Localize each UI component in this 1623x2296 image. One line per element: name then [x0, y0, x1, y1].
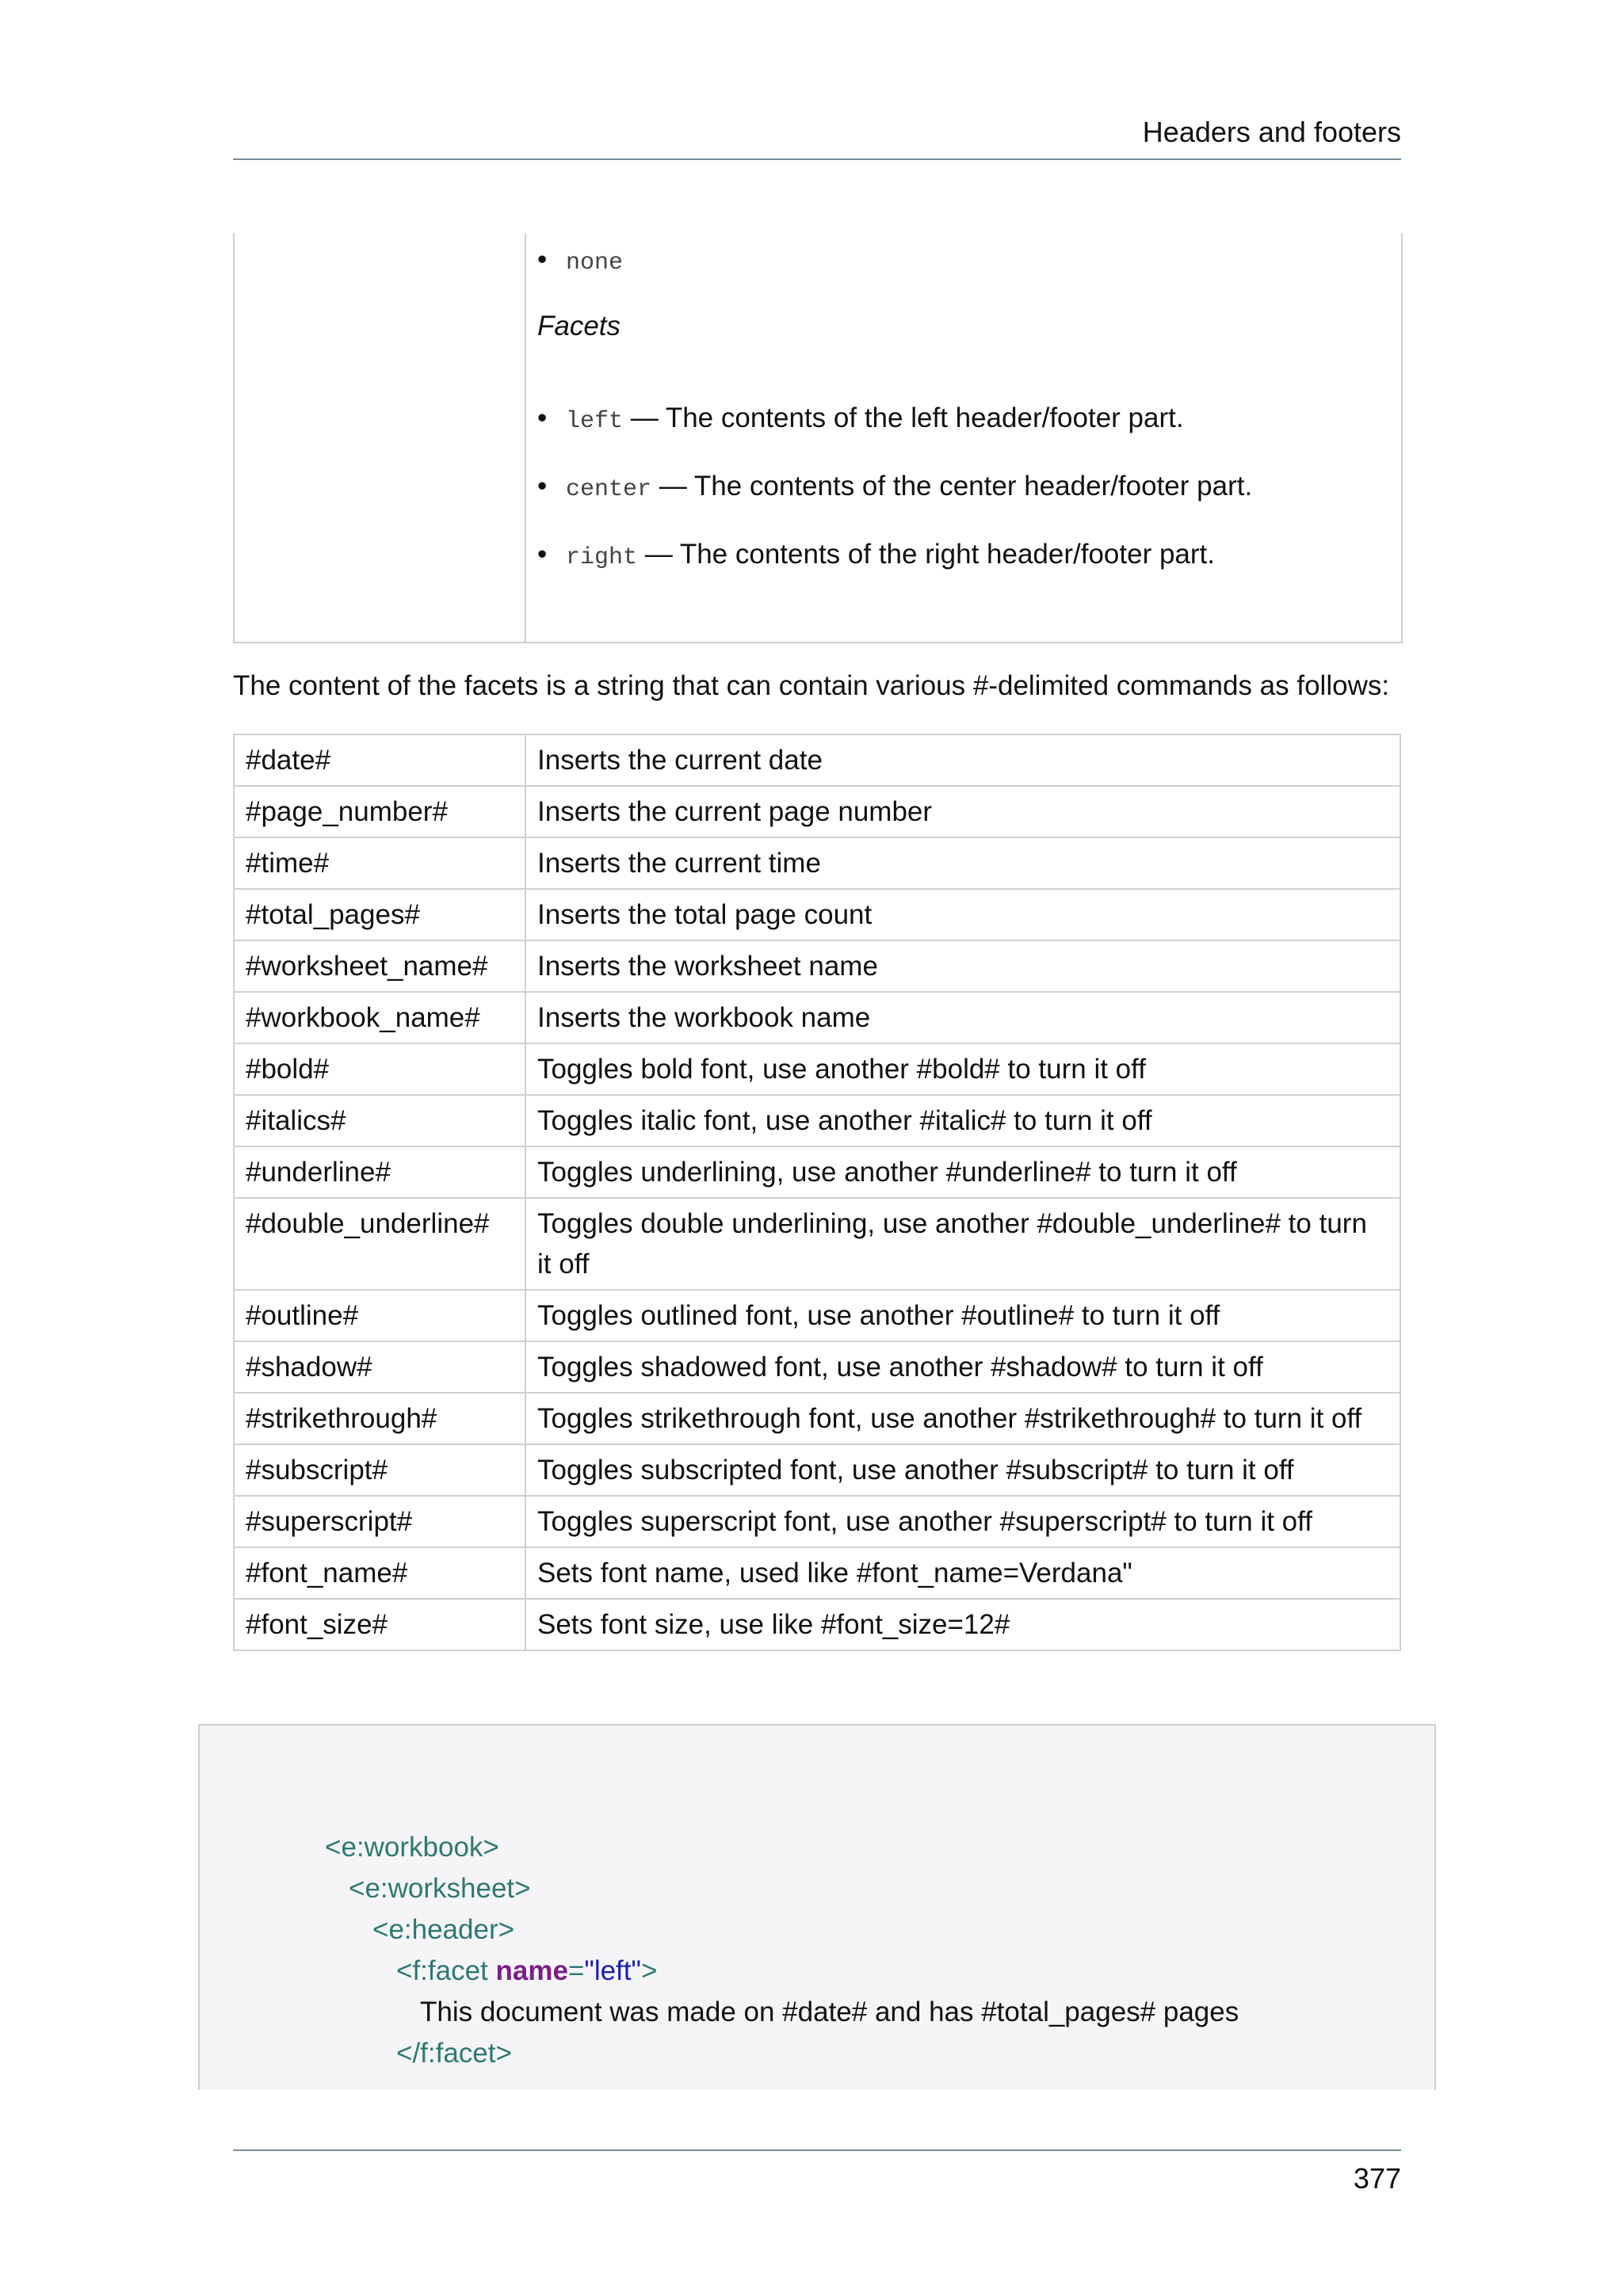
table-row: [234, 1547, 1400, 1599]
bullet-icon: •: [537, 471, 548, 502]
command-cell: #underline#: [234, 1146, 525, 1198]
command-cell: #workbook_name#: [234, 992, 525, 1043]
code-worksheet-open: <e:worksheet>: [349, 1873, 531, 1904]
description-cell: Inserts the worksheet name: [525, 940, 1400, 992]
command-cell: #subscript#: [234, 1444, 525, 1496]
description-cell: Inserts the current page number: [525, 786, 1400, 837]
table-row: [234, 889, 1400, 940]
command-cell: #font_name#: [234, 1547, 525, 1599]
intro-paragraph: The content of the facets is a string that can contain various #-delimited commands as follows:: [233, 670, 1390, 701]
command-cell: #bold#: [234, 1043, 525, 1095]
table-row: [234, 1290, 1400, 1341]
description-cell: Inserts the workbook name: [525, 992, 1400, 1043]
table-row: [234, 1496, 1400, 1547]
command-cell: #total_pages#: [234, 889, 525, 940]
code-workbook-open: <e:workbook>: [325, 1832, 499, 1863]
code-example: [198, 1724, 1436, 2090]
command-cell: #strikethrough#: [234, 1393, 525, 1444]
command-cell: #shadow#: [234, 1341, 525, 1393]
description-cell: Toggles superscript font, use another #superscript# to turn it off: [525, 1496, 1400, 1547]
header-title: Headers and footers: [1142, 116, 1401, 148]
table-row: [234, 837, 1400, 889]
description-cell: Inserts the current time: [525, 837, 1400, 889]
column-divider: [525, 233, 526, 642]
command-cell: #outline#: [234, 1290, 525, 1341]
command-cell: #page_number#: [234, 786, 525, 837]
table-row: [234, 1599, 1400, 1650]
table-row: [234, 734, 1400, 786]
bullet-icon: •: [537, 244, 548, 275]
command-cell: #date#: [234, 734, 525, 786]
facet-desc: — The contents of the center header/footer part.: [659, 471, 1253, 502]
code-facet-close: </f:facet>: [396, 2038, 512, 2069]
facet-desc: — The contents of the right header/footer part.: [644, 539, 1215, 570]
table-row: [234, 1444, 1400, 1496]
facet-name: left: [566, 408, 624, 435]
command-cell: #superscript#: [234, 1496, 525, 1547]
bullet-icon: •: [537, 539, 548, 570]
table-row: [234, 940, 1400, 992]
description-cell: Sets font size, use like #font_size=12#: [525, 1599, 1400, 1650]
description-cell: Inserts the current date: [525, 734, 1400, 786]
command-cell: #time#: [234, 837, 525, 889]
facet-desc: — The contents of the left header/footer part.: [630, 402, 1184, 433]
table-row: [234, 1043, 1400, 1095]
facet-item-left: [537, 402, 1184, 435]
description-cell: Toggles italic font, use another #italic# to turn it off: [525, 1095, 1400, 1146]
page-number: 377: [1353, 2162, 1401, 2195]
facets-table-fragment: [233, 233, 1403, 643]
description-cell: Inserts the total page count: [525, 889, 1400, 940]
page-footer: [233, 2149, 1401, 2195]
facet-item-center: [537, 471, 1252, 503]
description-cell: Toggles underlining, use another #underline# to turn it off: [525, 1146, 1400, 1198]
code-facet-text: This document was made on #date# and has #total_pages# pages: [420, 1997, 1239, 2027]
table-row: [234, 1393, 1400, 1444]
table-row: [234, 1198, 1400, 1290]
command-cell: #italics#: [234, 1095, 525, 1146]
description-cell: Toggles bold font, use another #bold# to turn it off: [525, 1043, 1400, 1095]
value-item-none: • none: [537, 244, 624, 277]
description-cell: Toggles outlined font, use another #outline# to turn it off: [525, 1290, 1400, 1341]
code-facet-open: <f:facet name="left">: [396, 1955, 658, 1986]
table-row: [234, 1095, 1400, 1146]
description-cell: Toggles double underlining, use another #double_underline# to turn it off: [525, 1198, 1400, 1290]
commands-table-body: [234, 734, 1400, 1650]
command-cell: #worksheet_name#: [234, 940, 525, 992]
commands-table: [233, 734, 1401, 1651]
description-cell: Toggles subscripted font, use another #subscript# to turn it off: [525, 1444, 1400, 1496]
table-row: [234, 1341, 1400, 1393]
facet-item-right: [537, 539, 1215, 571]
command-cell: #font_size#: [234, 1599, 525, 1650]
facets-title: Facets: [537, 311, 621, 341]
facet-name: right: [566, 544, 638, 571]
table-row: [234, 992, 1400, 1043]
table-row: [234, 786, 1400, 837]
facet-name: center: [566, 476, 652, 503]
bullet-icon: •: [537, 402, 548, 433]
command-cell: #double_underline#: [234, 1198, 525, 1290]
description-cell: Toggles strikethrough font, use another #strikethrough# to turn it off: [525, 1393, 1400, 1444]
description-cell: Toggles shadowed font, use another #shadow# to turn it off: [525, 1341, 1400, 1393]
description-cell: Sets font name, used like #font_name=Verdana": [525, 1547, 1400, 1599]
table-row: [234, 1146, 1400, 1198]
code-header-open: <e:header>: [372, 1914, 515, 1945]
page-header: [233, 116, 1401, 160]
